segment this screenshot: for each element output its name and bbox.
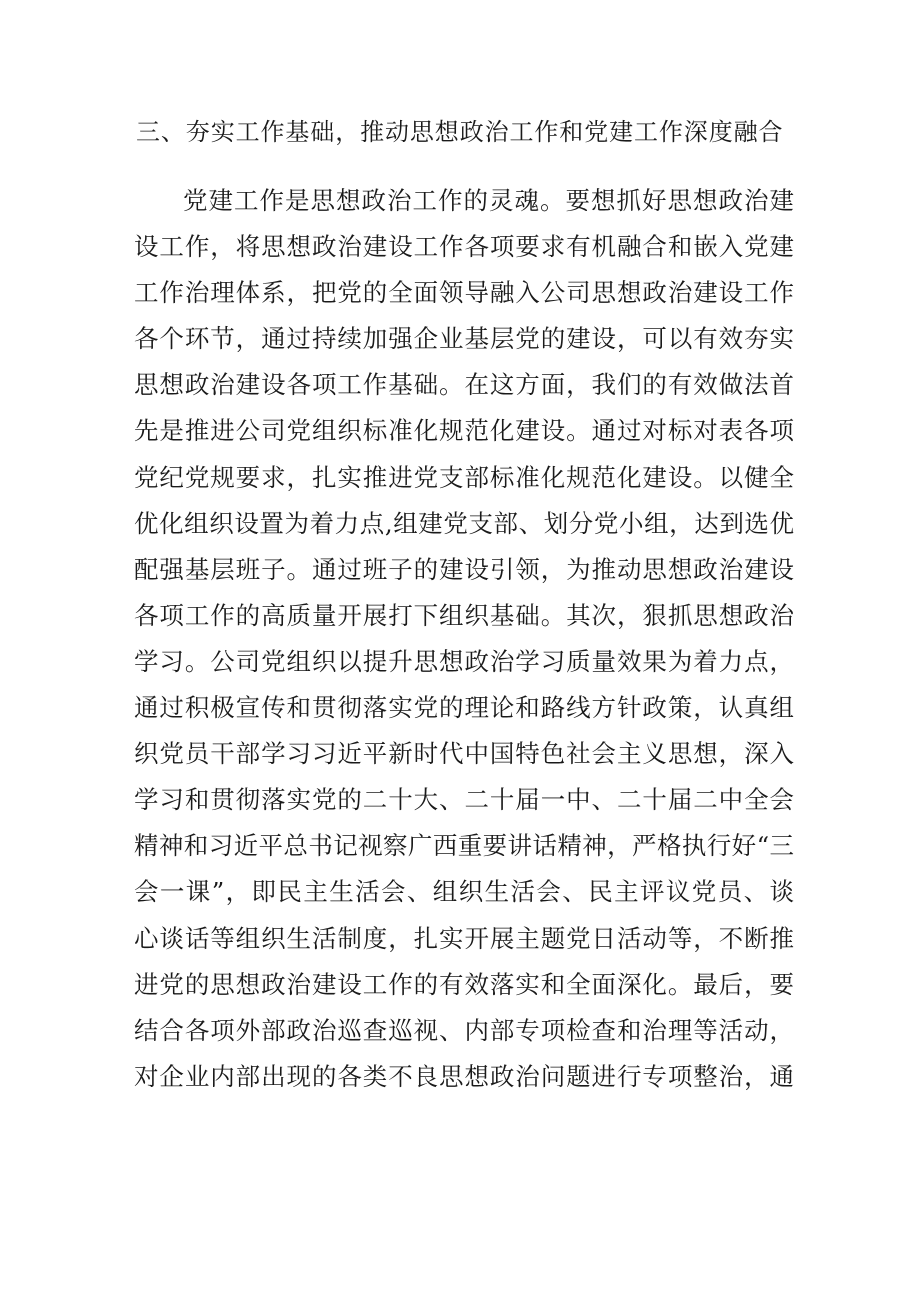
paragraph-line: 通过积极宣传和贯彻落实党的理论和路线方针政策，认真组 bbox=[134, 693, 794, 723]
paragraph-line: 优化组织设置为着力点,组建党支部、划分党小组，达到选优 bbox=[134, 508, 794, 538]
paragraph-line: 学习。公司党组织以提升思想政治学习质量效果为着力点， bbox=[134, 646, 794, 676]
paragraph-line: 各个环节，通过持续加强企业基层党的建设，可以有效夯实 bbox=[134, 324, 794, 354]
paragraph-line: 会一课”，即民主生活会、组织生活会、民主评议党员、谈 bbox=[134, 877, 794, 907]
paragraph-line: 党纪党规要求，扎实推进党支部标准化规范化建设。以健全 bbox=[134, 462, 794, 492]
paragraph-line: 思想政治建设各项工作基础。在这方面，我们的有效做法首 bbox=[134, 370, 794, 400]
paragraph-line: 心谈话等组织生活制度，扎实开展主题党日活动等，不断推 bbox=[134, 923, 794, 953]
paragraph-line: 配强基层班子。通过班子的建设引领，为推动思想政治建设 bbox=[134, 554, 794, 584]
paragraph-line: 精神和习近平总书记视察广西重要讲话精神，严格执行好“三 bbox=[134, 831, 794, 861]
paragraph-line: 对企业内部出现的各类不良思想政治问题进行专项整治，通 bbox=[134, 1061, 794, 1091]
paragraph-line: 织党员干部学习习近平新时代中国特色社会主义思想，深入 bbox=[134, 739, 794, 769]
body-paragraph bbox=[134, 178, 794, 1100]
paragraph-line: 结合各项外部政治巡查巡视、内部专项检查和治理等活动， bbox=[134, 1015, 794, 1045]
paragraph-line: 学习和贯彻落实党的二十大、二十届一中、二十届二中全会 bbox=[134, 785, 794, 815]
paragraph-line: 进党的思想政治建设工作的有效落实和全面深化。最后，要 bbox=[134, 969, 794, 999]
paragraph-line: 工作治理体系，把党的全面领导融入公司思想政治建设工作 bbox=[134, 278, 794, 308]
paragraph-line: 党建工作是思想政治工作的灵魂。要想抓好思想政治建 bbox=[183, 186, 794, 215]
paragraph-line: 设工作，将思想政治建设工作各项要求有机融合和嵌入党建 bbox=[134, 232, 794, 262]
section-heading: 三、夯实工作基础，推动思想政治工作和党建工作深度融合 bbox=[136, 118, 784, 146]
paragraph-line: 各项工作的高质量开展打下组织基础。其次，狠抓思想政治 bbox=[134, 600, 794, 630]
paragraph-line: 先是推进公司党组织标准化规范化建设。通过对标对表各项 bbox=[134, 416, 794, 446]
